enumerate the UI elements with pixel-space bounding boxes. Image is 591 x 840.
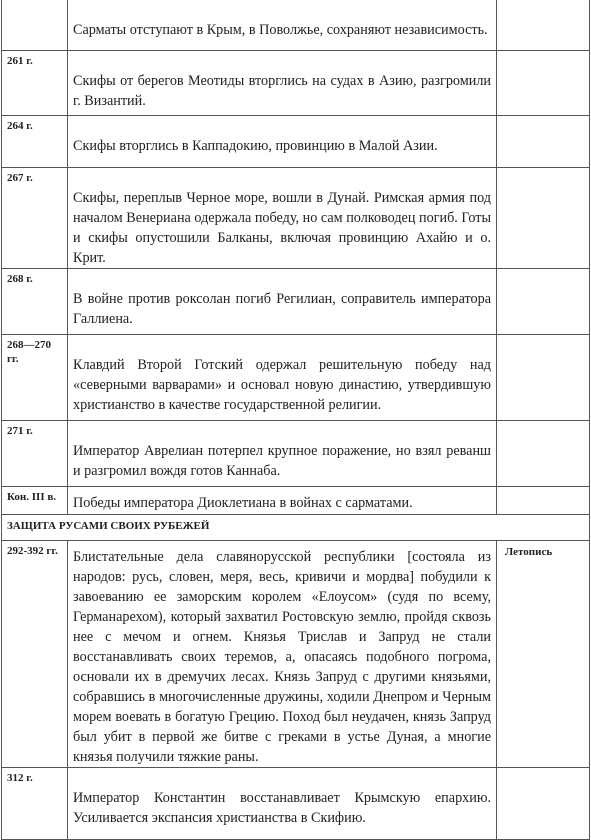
date-cell <box>2 269 68 335</box>
event-text: Сарматы отступают в Крым, в Поволжье, сохраняют независимость. <box>73 22 488 38</box>
date-cell <box>2 541 68 768</box>
event-cell <box>68 421 497 487</box>
table-row <box>2 51 590 116</box>
event-cell <box>68 541 497 768</box>
date-label: 268 г. <box>7 273 33 285</box>
source-label: Летопись <box>505 546 553 558</box>
event-text: Блистательные дела славянорусской республики [состояла из народов: русь, словен, меря, весь, кривичи и мордва] побудили к завоеванию ее заморским королем «Елоусом» (судя по всему, Германарехом), который захватил Ростовскую землю, пройдя сквозь нее с мечом и огнем. Князья Трислав и Запруд не стали восстанавливать своих теремов, а, опасаясь подобного погрома, основали их в дремучих лесах. Князь Запруд с другими князьями, собравшись в многочисленные дружины, ходили Днепром и Черным морем воевать в богатую Грецию. Поход был неудачен, князь Запруд был убит в первой же битве с греками в устье Дуная, а многие князья получили тяжкие раны. <box>73 549 491 765</box>
event-cell <box>68 487 497 515</box>
source-label <box>497 335 589 339</box>
date-cell <box>2 116 68 168</box>
date-label: Кон. III в. <box>7 491 57 503</box>
date-cell <box>2 0 68 51</box>
table-row <box>2 487 590 515</box>
event-text: Скифы, переплыв Черное море, вошли в Дунай. Римская армия под началом Венериана одержала победу, но сам полководец погиб. Готы и скифы опустошили Балканы, включая провинцию Ахайю и о. Крит. <box>73 190 491 266</box>
event-cell <box>68 168 497 269</box>
date-cell <box>2 421 68 487</box>
table-row <box>2 168 590 269</box>
date-label: 267 г. <box>7 172 33 184</box>
date-label: 264 г. <box>7 120 33 132</box>
source-label <box>497 487 589 491</box>
date-label: 268—270 гг. <box>7 339 51 365</box>
source-label <box>497 168 589 172</box>
source-label <box>497 421 589 425</box>
event-cell <box>68 269 497 335</box>
date-label: 261 г. <box>7 55 33 67</box>
date-cell <box>2 487 68 515</box>
table-row <box>2 335 590 421</box>
event-cell <box>68 335 497 421</box>
source-label <box>497 0 589 4</box>
source-cell <box>497 421 590 487</box>
event-cell <box>68 768 497 840</box>
source-cell <box>497 335 590 421</box>
source-cell <box>497 541 590 768</box>
chronology-table <box>1 0 590 840</box>
event-cell <box>68 0 497 51</box>
source-cell <box>497 768 590 840</box>
source-cell <box>497 168 590 269</box>
event-cell <box>68 116 497 168</box>
table-row <box>2 541 590 768</box>
event-text: Победы императора Диоклетиана в войнах с сарматами. <box>73 495 413 511</box>
event-text: Клавдий Второй Готский одержал решительную победу над «северными варварами» и основал новую династию, утвердившую христианство в качестве государственной религии. <box>73 357 491 413</box>
source-cell <box>497 269 590 335</box>
date-cell <box>2 335 68 421</box>
section-header-row <box>2 515 590 541</box>
date-label: 271 г. <box>7 425 33 437</box>
source-label <box>497 116 589 120</box>
date-cell <box>2 51 68 116</box>
table-row <box>2 269 590 335</box>
date-label <box>2 0 67 3</box>
source-label <box>497 768 589 772</box>
source-label <box>497 51 589 55</box>
event-text: Скифы от берегов Меотиды вторглись на судах в Азию, разгромили г. Византий. <box>73 73 491 109</box>
date-cell <box>2 168 68 269</box>
source-cell <box>497 487 590 515</box>
event-text: В войне против роксолан погиб Регилиан, соправитель императора Галлиена. <box>73 291 491 327</box>
table-row <box>2 116 590 168</box>
section-title: ЗАЩИТА РУСАМИ СВОИХ РУБЕЖЕЙ <box>7 520 210 532</box>
event-text: Император Аврелиан потерпел крупное поражение, но взял реванш и разгромил вождя готов Каннаба. <box>73 443 491 479</box>
date-label: 292-392 гг. <box>7 545 58 557</box>
source-cell <box>497 116 590 168</box>
source-label <box>497 269 589 273</box>
table-row <box>2 768 590 840</box>
source-cell <box>497 51 590 116</box>
event-text: Император Константин восстанавливает Крымскую епархию. Усиливается экспансия христианства в Скифию. <box>73 790 491 826</box>
table-row <box>2 421 590 487</box>
table-row <box>2 0 590 51</box>
event-text: Скифы вторглись в Каппадокию, провинцию в Малой Азии. <box>73 138 438 154</box>
event-cell <box>68 51 497 116</box>
section-header-cell <box>2 515 590 541</box>
date-cell <box>2 768 68 840</box>
date-label: 312 г. <box>7 772 33 784</box>
source-cell <box>497 0 590 51</box>
